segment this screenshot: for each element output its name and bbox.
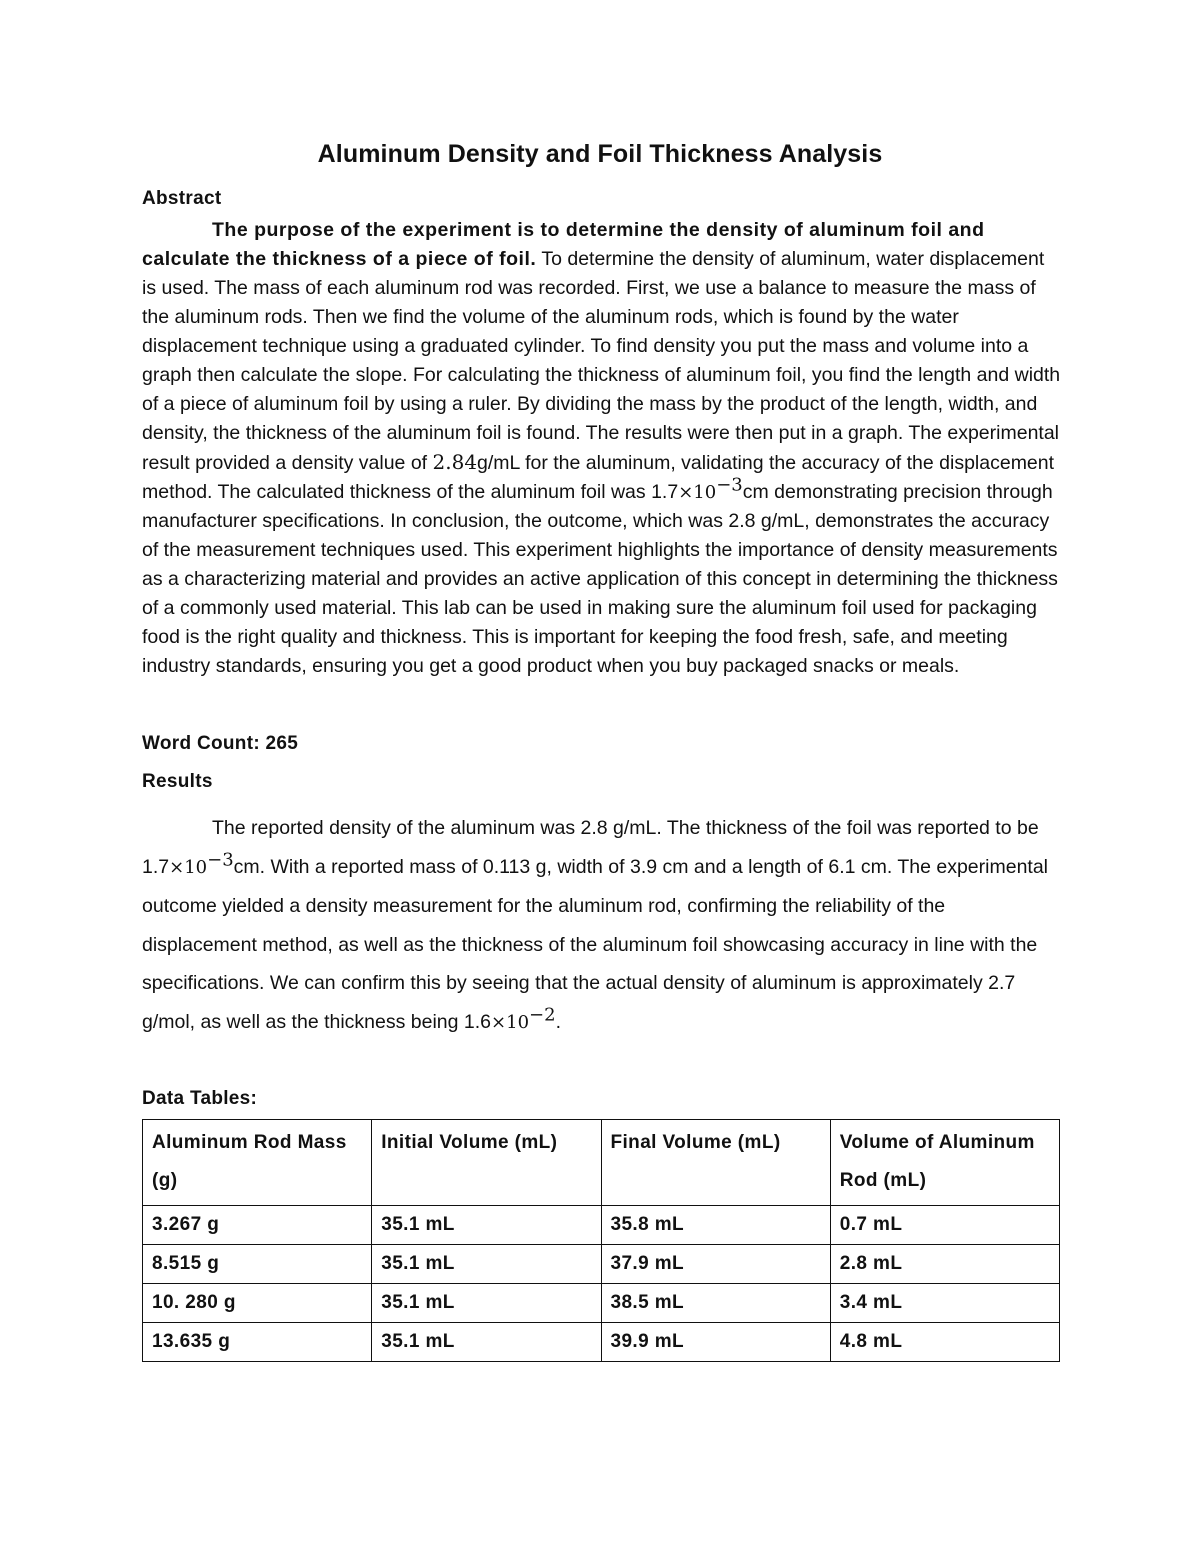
document-body [142,188,1062,1362]
table-row [143,1284,1060,1323]
table-cell: 8.515 g [143,1245,372,1284]
table-header-cell: Volume of Aluminum Rod (mL) [830,1120,1059,1206]
scientific-notation-exponent: −3 [207,849,234,870]
scientific-notation-base: ×10 [491,1011,530,1033]
scientific-notation-exponent: −3 [716,474,743,496]
document-title: Aluminum Density and Foil Thickness Analysis [317,140,883,168]
table-header-cell: Initial Volume (mL) [372,1120,601,1206]
word-count: Word Count: 265 [142,733,299,754]
table-cell: 37.9 mL [601,1245,830,1284]
results-paragraph [142,809,1062,1042]
table-cell: 35.1 mL [372,1245,601,1284]
results-heading: Results [142,771,213,792]
table-cell: 0.7 mL [830,1206,1059,1245]
table-cell: 13.635 g [143,1323,372,1362]
abstract-text: g/mL for the aluminum, validating the accuracy of the displacement method. The calculated thickness of the aluminum foil was 1.7 [142,452,1055,503]
table-cell: 2.8 mL [830,1245,1059,1284]
abstract-purpose-statement: The purpose of the experiment is to determine the density of aluminum foil and calculate the thickness of a piece of foil. [142,219,985,270]
scientific-notation-exponent: −2 [529,1004,556,1025]
table-row [143,1206,1060,1245]
abstract-paragraph [142,216,1062,681]
table-row [143,1323,1060,1362]
table-cell: 4.8 mL [830,1323,1059,1362]
table-cell: 35.1 mL [372,1284,601,1323]
data-tables-heading: Data Tables: [142,1088,258,1109]
abstract-heading: Abstract [142,188,222,209]
abstract-text: cm demonstrating precision through manufacturer specifications. In conclusion, the outcome, which was 2.8 g/mL, demonstrates the accuracy of the measurement techniques used. This experiment highlights the importance of density measurements as a characterizing material and provides an active application of this concept in determining the thickness of a commonly used material. This lab can be used in making sure the aluminum foil used for packaging food is the right quality and thickness. This is important for keeping the food fresh, safe, and meeting industry standards, ensuring you get a good product when you buy packaged snacks or meals. [142,481,1058,677]
table-header-cell: Final Volume (mL) [601,1120,830,1206]
table-row [143,1245,1060,1284]
scientific-notation-base: ×10 [169,856,208,878]
density-value: 2.84 [432,450,478,474]
table-cell: 35.8 mL [601,1206,830,1245]
table-cell: 3.267 g [143,1206,372,1245]
table-cell: 3.4 mL [830,1284,1059,1323]
aluminum-rod-data-table [142,1119,1060,1362]
scientific-notation-base: ×10 [678,482,717,503]
table-header-row [143,1120,1060,1206]
results-text: cm. With a reported mass of 0.113 g, width of 3.9 cm and a length of 6.1 cm. The experimental outcome yielded a density measurement for the aluminum rod, confirming the reliability of the displacement method, as well as the thickness of the aluminum foil showcasing accuracy in line with the specifications. We can confirm this by seeing that the actual density of aluminum is approximately 2.7 g/mol, as well as the thickness being 1.6 [142,855,1049,1033]
table-cell: 38.5 mL [601,1284,830,1323]
abstract-text: To determine the density of aluminum, water displacement is used. The mass of each aluminum rod was recorded. First, we use a balance to measure the mass of the aluminum rods. Then we find the volume of the aluminum rods, which is found by the water displacement technique using a graduated cylinder. To find density you put the mass and volume into a graph then calculate the slope. For calculating the thickness of aluminum foil, you find the length and width of a piece of aluminum foil by using a ruler. By dividing the mass by the product of the length, width, and density, the thickness of the aluminum foil is found. The results were then put in a graph. The experimental result provided a density value of [142,248,1061,474]
table-cell: 35.1 mL [372,1206,601,1245]
table-cell: 10. 280 g [143,1284,372,1323]
table-header-cell: Aluminum Rod Mass (g) [143,1120,372,1206]
results-text: The reported density of the aluminum was 2.8 g/mL. The thickness of the foil was reported to be 1.7 [142,817,1039,878]
results-text: . [555,1010,561,1033]
table-cell: 39.9 mL [601,1323,830,1362]
table-cell: 35.1 mL [372,1323,601,1362]
